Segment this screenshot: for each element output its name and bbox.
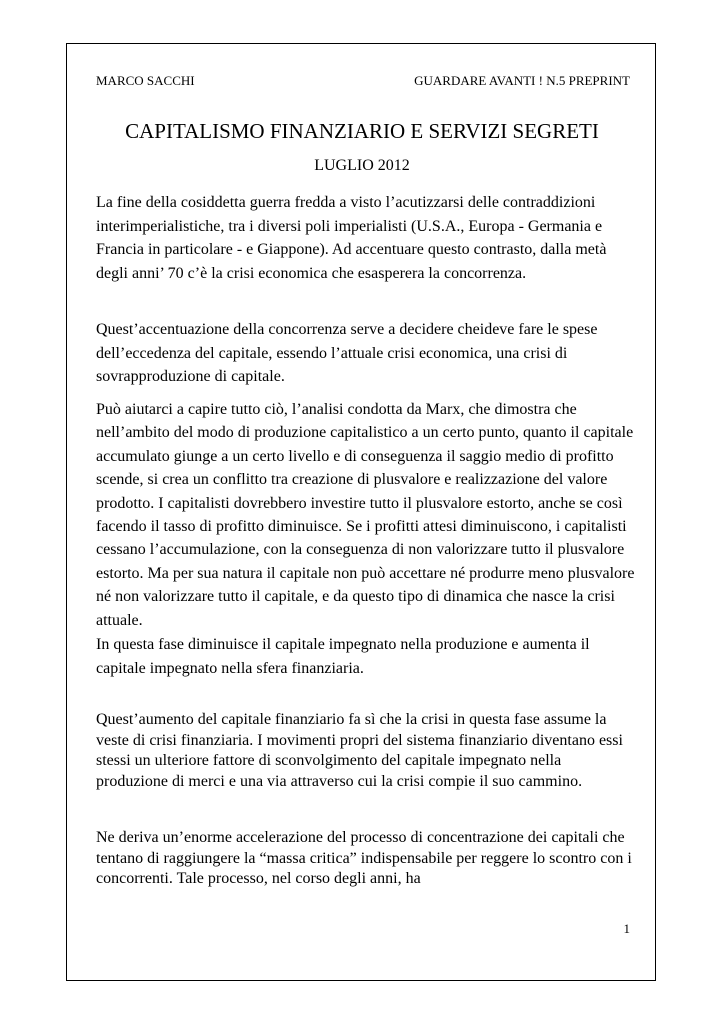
header-author: MARCO SACCHI: [96, 73, 195, 88]
document-title: CAPITALISMO FINANZIARIO E SERVIZI SEGRETI: [125, 119, 599, 143]
paragraph-3: Può aiutarci a capire tutto ciò, l’analisi condotta da Marx, che dimostra che nell’ambito del modo di produzione capitalistico a un certo punto, quanto il capitale accumulato giunge a un certo livello e di conseguenza il saggio medio di profitto scende, si crea un conflitto tra creazione di plusvalore e realizzazione del valore prodotto. I capitalisti dovrebbero investire tutto il plusvalore estorto, anche se così facendo il tasso di profitto diminuisce. Se i profitti attesi diminuiscono, i capitalisti cessano l’accumulazione, con la conseguenza di non valorizzare tutto il plusvalore estorto. Ma per sua natura il capitale non può accettare né produrre meno plusvalore né non valorizzare tutto il capitale, e da questo tipo di dinamica che nasce la crisi attuale.: [96, 401, 635, 629]
paragraph-6: Ne deriva un’enorme accelerazione del processo di concentrazione dei capitali che tentano di raggiungere la “massa critica” indispensabile per reggere lo scontro con i concorrenti. Tale processo, nel corso degli anni, ha: [96, 829, 632, 887]
header-publication: GUARDARE AVANTI ! N.5 PREPRINT: [414, 73, 630, 88]
paragraph-5: Quest’aumento del capitale finanziario fa sì che la crisi in questa fase assume la veste di crisi finanziaria. I movimenti propri del sistema finanziario diventano essi stessi un ulteriore fattore di sconvolgimento del capitale impegnato nella produzione di merci e una via attraverso cui la crisi compie il suo cammino.: [96, 711, 623, 790]
paragraph-4: In questa fase diminuisce il capitale impegnato nella produzione e aumenta il capitale impegnato nella sfera finanziaria.: [96, 636, 590, 677]
page-number: 1: [623, 921, 630, 936]
paragraph-1: La fine della cosiddetta guerra fredda a visto l’acutizzarsi delle contraddizioni interimperialistiche, tra i diversi poli imperialisti (U.S.A., Europa - Germania e Francia in particolare - e Giappone). Ad accentuare questo contrasto, dalla metà degli anni’ 70 c’è la crisi economica che esasperera la concorrenza.: [96, 194, 607, 282]
running-header: [96, 73, 630, 89]
paragraph-2: Quest’accentuazione della concorrenza serve a decidere cheideve fare le spese dell’eccedenza del capitale, essendo l’attuale crisi economica, una crisi di sovrapproduzione di capitale.: [96, 321, 598, 385]
document-date: LUGLIO 2012: [314, 157, 410, 174]
